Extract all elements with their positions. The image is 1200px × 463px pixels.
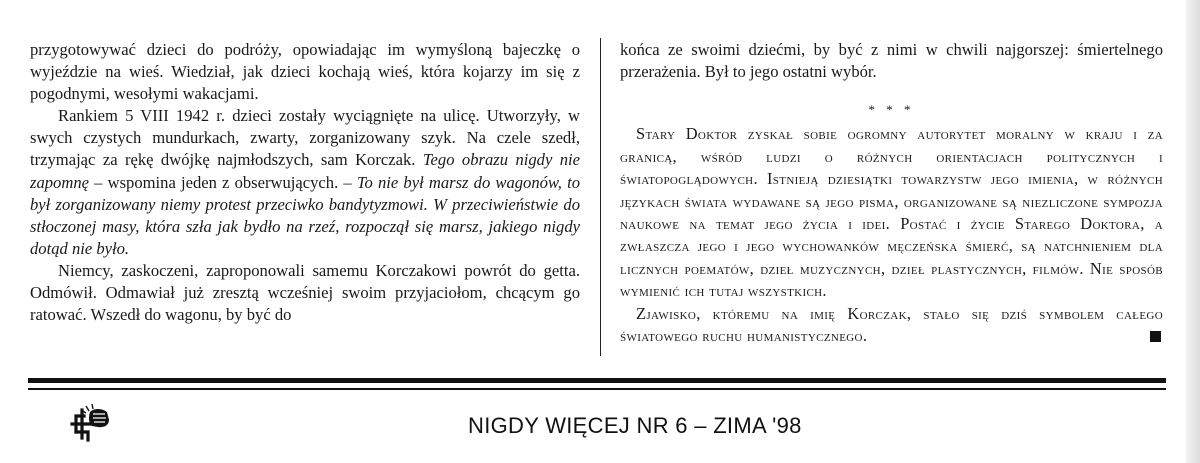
footer-rule-thin — [28, 388, 1166, 390]
footer-title: NIGDY WIĘCEJ NR 6 – ZIMA '98 — [468, 413, 802, 438]
page-edge-shadow — [1186, 0, 1200, 463]
left-paragraph-3: Niemcy, zaskoczeni, zaproponowali samemu Korczakowi powrót do getta. Odmówił. Odmawiał już zresztą wcześniej swoim przyjaciołom, chcącym go ratować. Wszedł do wagonu, by być do — [30, 260, 580, 325]
left-text-column — [30, 39, 580, 326]
right-paragraph-3-text: Zjawisko, któremu na imię Korczak, stało się dziś symbolem całego światowego ruchu humanistycznego. — [620, 303, 1163, 345]
footer-rule-thick — [28, 378, 1166, 383]
left-paragraph-2 — [30, 105, 580, 260]
column-divider — [600, 38, 601, 356]
quote-italic-2: To nie był marsz do wagonów, to był zorganizowany niemy protest przeciwko bandytyzmowi. W przeciwieństwie do stłoczonej masy, która szła jak bydło na rzeź, rozpoczął się marsz, jakiego nigdy dotąd nie było. — [30, 172, 580, 258]
right-text-column — [620, 39, 1163, 347]
right-paragraph-2: Stary Doktor zyskał sobie ogromny autorytet moralny w kraju i za granicą, wśród ludzi o różnych orientacjach politycznych i światopoglądowych. Istnieją dziesiątki towarzystw jego imienia, w różnych językach świata wydawane są jego pisma, organizowane są niezliczone sympozja naukowe na temat jego życia i idei. Postać i życie Starego Doktora, a zwłaszcza jego i jego wychowanków męczeńska śmierć, są natchnieniem dla licznych poematów, dzieł muzycznych, dzieł plastycznych, filmów. Nie sposób wymienić ich tutaj wszystkich. — [620, 124, 1163, 301]
end-of-article-square-icon — [1150, 331, 1161, 342]
left-paragraph-2-attribution: – wspomina jeden z obserwujących. – — [89, 172, 357, 192]
right-paragraph-1: końca ze swoimi dziećmi, by być z nimi w chwili najgorszej: śmiertelnego przerażenia. Był to jego ostatni wybór. — [620, 40, 1163, 82]
left-paragraph-2-text: Rankiem 5 VIII 1942 r. dzieci zostały wyciągnięte na ulicę. Utworzyły, w swych czystych mundurkach, zwarty, zorganizowany szyk. Na czele szedł, trzymając za rękę dwójkę najmłodszych, sam Korczak. — [30, 106, 580, 170]
quote-italic-1: Tego obrazu nigdy nie zapomnę — [30, 150, 580, 192]
fist-smashing-swastika-logo-icon — [68, 402, 112, 444]
right-paragraph-3 — [620, 303, 1163, 348]
left-paragraph-1: przygotowywać dzieci do podróży, opowiadając im wymyśloną bajeczkę o wyjeździe na wieś. Wiedział, jak dzieci kochają wieś, która kojarzy im się z pogodnymi, wesołymi wakacjami. — [30, 40, 580, 104]
section-separator: * * * — [868, 102, 915, 118]
